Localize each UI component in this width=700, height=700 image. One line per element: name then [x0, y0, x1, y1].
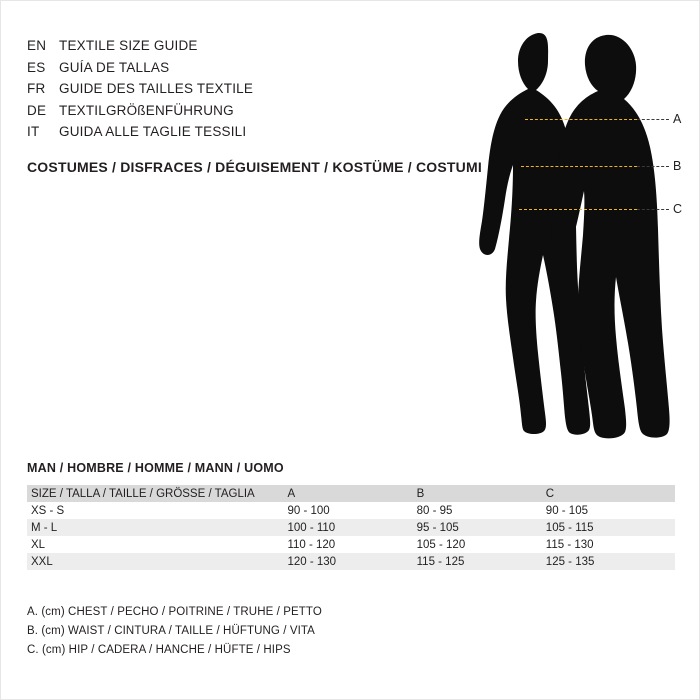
language-list: [27, 35, 457, 143]
language-text: TEXTILGRÖßENFÜHRUNG: [59, 102, 234, 118]
body-figure: [471, 23, 686, 443]
cell-waist: 95 - 105: [417, 519, 546, 536]
measure-line-waist: [521, 166, 637, 167]
measure-leader-chest: [637, 119, 669, 120]
cell-waist: 105 - 120: [417, 536, 546, 553]
cell-hip: 125 - 135: [546, 553, 675, 570]
note-hip: C. (cm) HIP / CADERA / HANCHE / HÜFTE / HIPS: [27, 644, 291, 656]
language-row: [27, 121, 457, 143]
cell-hip: 105 - 115: [546, 519, 675, 536]
language-code: ES: [27, 59, 46, 75]
cell-chest: 110 - 120: [287, 536, 416, 553]
cell-chest: 90 - 100: [287, 502, 416, 519]
language-code: IT: [27, 124, 40, 139]
cell-chest: 100 - 110: [287, 519, 416, 536]
measure-leader-hip: [637, 209, 669, 210]
measure-leader-waist: [637, 166, 669, 167]
measure-label-c: C: [673, 202, 683, 216]
column-header-size: SIZE / TALLA / TAILLE / GRÖSSE / TAGLIA: [27, 485, 287, 502]
table-header-row: [27, 485, 675, 502]
cell-size: XL: [27, 536, 287, 553]
language-text: GUÍA DE TALLAS: [59, 59, 170, 75]
table-heading: MAN / HOMBRE / HOMME / MANN / UOMO: [27, 461, 284, 475]
cell-hip: 115 - 130: [546, 536, 675, 553]
note-chest: A. (cm) CHEST / PECHO / POITRINE / TRUHE / PETTO: [27, 606, 322, 618]
cell-size: XS - S: [27, 502, 287, 519]
measure-line-hip: [519, 209, 637, 210]
table-row: [27, 519, 675, 536]
column-header-a: A: [287, 485, 416, 502]
language-row: [27, 35, 457, 57]
language-text: GUIDA ALLE TAGLIE TESSILI: [59, 124, 247, 139]
language-code: FR: [27, 81, 46, 96]
section-title: COSTUMES / DISFRACES / DÉGUISEMENT / KOSTÜME / COSTUMI: [27, 159, 482, 175]
cell-hip: 90 - 105: [546, 502, 675, 519]
table-row: [27, 502, 675, 519]
measure-line-chest: [525, 119, 637, 120]
language-row: [27, 57, 457, 79]
note-waist: B. (cm) WAIST / CINTURA / TAILLE / HÜFTUNG / VITA: [27, 625, 315, 637]
column-header-b: B: [417, 485, 546, 502]
measure-label-a: A: [673, 112, 682, 126]
language-row: [27, 100, 457, 122]
language-text: TEXTILE SIZE GUIDE: [59, 38, 198, 53]
language-row: [27, 78, 457, 100]
measurement-notes: [27, 603, 322, 660]
size-table: [27, 485, 675, 570]
measure-label-b: B: [673, 159, 682, 173]
cell-size: M - L: [27, 519, 287, 536]
language-code: EN: [27, 38, 47, 53]
cell-chest: 120 - 130: [287, 553, 416, 570]
column-header-c: C: [546, 485, 675, 502]
language-text: GUIDE DES TAILLES TEXTILE: [59, 81, 254, 96]
table-row: [27, 553, 675, 570]
cell-waist: 80 - 95: [417, 502, 546, 519]
male-silhouette-icon: [471, 23, 686, 443]
language-code: DE: [27, 102, 47, 118]
table-row: [27, 536, 675, 553]
cell-waist: 115 - 125: [417, 553, 546, 570]
cell-size: XXL: [27, 553, 287, 570]
